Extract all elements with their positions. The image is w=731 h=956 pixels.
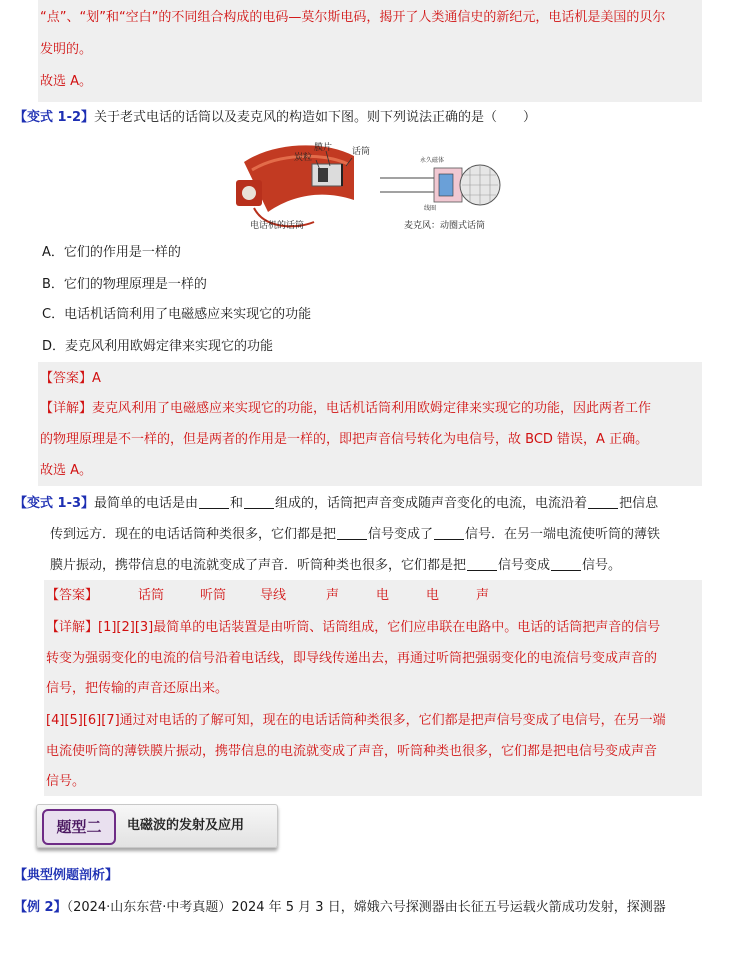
question-label: 【变式 1-2】 — [14, 110, 95, 125]
detail-line: [4][5][6][7]通过对电话的了解可知，现在的电话话筒种类很多，它们都是把声信号变成了电信号，在另一端 — [46, 713, 666, 728]
coil-label: 线圈 — [424, 205, 437, 212]
blank — [434, 525, 464, 540]
conclusion-text: 故选 A。 — [40, 74, 93, 89]
answer-item: 导线 — [260, 588, 287, 603]
answer-item: 听筒 — [200, 588, 227, 603]
question-stem — [14, 108, 536, 128]
detail-line: 【详解】[1][2][3]最简单的电话装置是由听筒、话筒组成，它们应串联在电路中。电话的话筒把声音的信号 — [46, 620, 661, 635]
phone-caption: 电话机的话筒 — [250, 221, 305, 231]
blank — [588, 494, 618, 509]
phone-mic-figure — [234, 142, 502, 234]
answer-item: 话筒 — [138, 588, 165, 603]
membrane-label: 膜片 — [314, 143, 333, 153]
option-b: B．它们的物理原理是一样的 — [42, 277, 207, 292]
conclusion-text: 故选 A。 — [40, 463, 93, 478]
detail-line: 的物理原理是不一样的，但是两者的作用是一样的，即把声音信号转化为电信号，故 BCD 错误，A 正确。 — [40, 432, 649, 447]
magnet-label: 永久磁体 — [420, 157, 445, 164]
answer-box-q13 — [44, 580, 702, 796]
question-stem: 【变式 1-3】最简单的电话是由 和 组成的，话筒把声音变成随声音变化的电流，电流沿着 把信息 — [14, 496, 659, 511]
mic-caption: 麦克风：动圈式话筒 — [404, 221, 486, 231]
question-text: 关于老式电话的话筒以及麦克风的构造如下图。则下列说法正确的是（ ） — [94, 110, 537, 125]
answer-text: 【答案】A — [40, 371, 101, 386]
detail-line: 【详解】麦克风利用了电磁感应来实现它的功能，电话机话筒利用欧姆定律来实现它的功能，因此两者工作 — [40, 401, 652, 416]
answer-item: 声 — [476, 588, 490, 603]
detail-line: 发明的。 — [40, 42, 93, 57]
phone-mic-illustration — [234, 142, 502, 234]
detail-line: 转变为强弱变化的电流的信号沿着电话线，即导线传递出去，再通过听筒把强弱变化的电流信号变成声音的 — [46, 651, 658, 666]
blank — [551, 556, 581, 571]
detail-line: 电流使听筒的薄铁膜片振动，携带信息的电流就变成了声音，听筒种类也很多，它们都是把电信号变成声音 — [46, 744, 658, 759]
blank — [337, 525, 367, 540]
option-a: A．它们的作用是一样的 — [42, 245, 181, 260]
question-stem-cont: 膜片振动，携带信息的电流就变成了声音．听筒种类也很多，它们都是把 信号变成 信号。 — [50, 558, 622, 573]
carbon-label: 炭粒 — [294, 153, 313, 163]
answer-row: 【答案】 话筒 听筒 导线 声 电 电 声 — [46, 586, 489, 606]
answer-item: 电 — [426, 588, 440, 603]
option-d: D．麦克风利用欧姆定律来实现它的功能 — [42, 339, 274, 354]
answer-box-q12 — [38, 362, 702, 486]
mic-tube-label: 话筒 — [352, 147, 371, 157]
detail-line: 信号，把传输的声音还原出来。 — [46, 681, 229, 696]
question-label: 【变式 1-3】 — [14, 496, 95, 511]
blank — [244, 494, 274, 509]
option-c: C．电话机话筒利用了电磁感应来实现它的功能 — [42, 307, 312, 322]
example-2 — [14, 898, 666, 918]
detail-line: “点”、“划”和“空白”的不同组合构成的电码—莫尔斯电码，揭开了人类通信史的新纪元，电话机是美国的贝尔 — [40, 10, 666, 25]
mic-coil — [439, 174, 453, 196]
answer-item: 电 — [376, 588, 390, 603]
blank — [467, 556, 497, 571]
section-tag: 题型二 — [42, 809, 116, 845]
answer-box-top — [38, 0, 702, 102]
example-label: 【例 2】 — [14, 900, 67, 915]
typical-heading: 【典型例题剖析】 — [14, 868, 119, 883]
blank — [199, 494, 229, 509]
detail-line: 信号。 — [46, 774, 86, 789]
section-title: 电磁波的发射及应用 — [127, 818, 245, 833]
section-banner — [36, 804, 278, 848]
example-text: （2024·山东东营·中考真题）2024 年 5 月 3 日，嫦娥六号探测器由长征五号运载火箭成功发射，探测器 — [66, 900, 666, 915]
answer-item: 声 — [326, 588, 340, 603]
question-stem-cont: 传到远方．现在的电话话筒种类很多，它们都是把 信号变成了 信号．在另一端电流使听筒的薄铁 — [50, 527, 661, 542]
